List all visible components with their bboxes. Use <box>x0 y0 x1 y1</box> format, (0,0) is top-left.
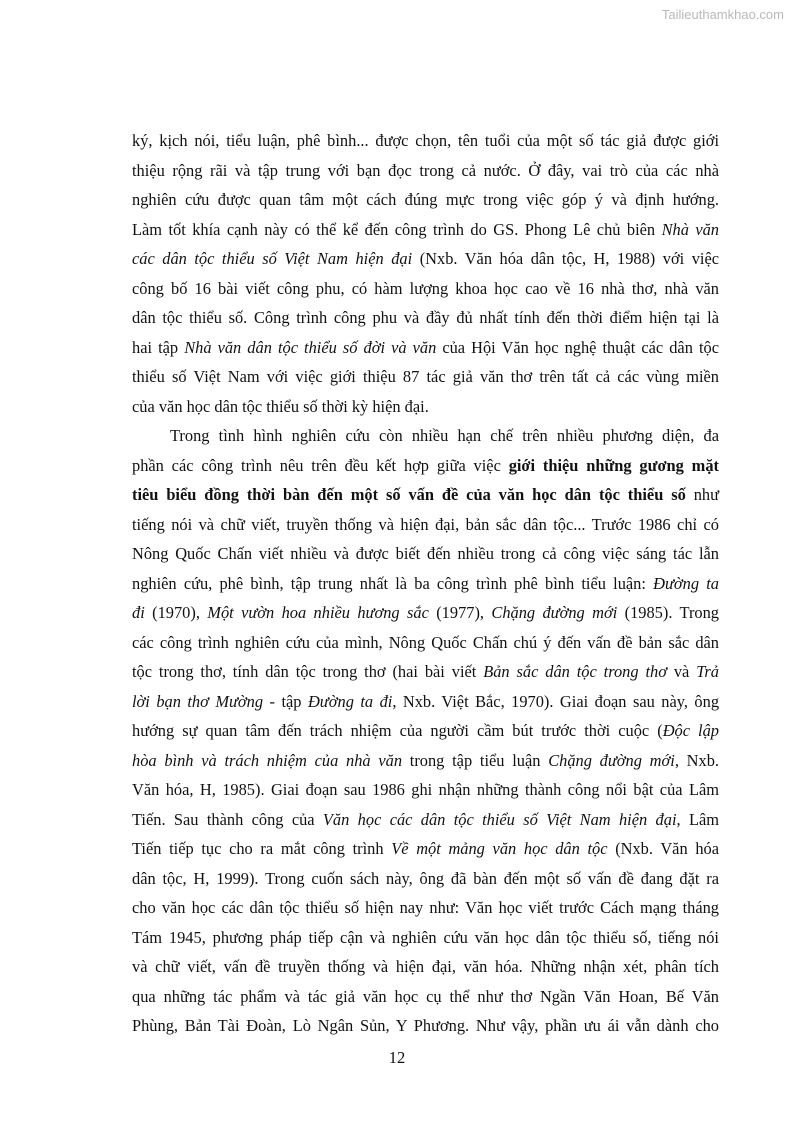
italic-title: đi <box>132 603 145 622</box>
text-line <box>132 392 719 422</box>
text-run: (1970), <box>144 603 208 622</box>
text-run: hai tập <box>132 337 185 357</box>
text-line <box>132 982 719 1012</box>
paragraph-2 <box>132 421 719 1041</box>
text-run: tiếng nói và chữ viết, truyền thống và hiện đại, bản sắc dân tộc... Trước 1986 chỉ có <box>132 514 719 534</box>
italic-title: Bản sắc dân tộc trong thơ <box>483 662 667 681</box>
text-line <box>132 1011 719 1041</box>
italic-title: Về một mảng văn học dân tộc <box>391 839 608 858</box>
text-line <box>132 539 719 569</box>
italic-title: các dân tộc thiểu số Việt Nam hiện đại <box>132 249 413 268</box>
text-run: tộc trong thơ, tính dân tộc trong thơ (hai bài viết <box>132 662 484 681</box>
italic-title: Văn học các dân tộc thiểu số Việt Nam hiện đại <box>322 809 677 829</box>
text-run: phần các công trình nêu trên đều kết hợp giữa việc <box>132 455 509 475</box>
text-line <box>132 923 719 953</box>
italic-title: hòa bình và trách nhiệm của nhà văn <box>132 750 403 770</box>
italic-title: Chặng đường mới <box>491 603 618 622</box>
text-line <box>132 421 719 451</box>
text-run: , Lâm <box>676 809 720 829</box>
body-text <box>132 126 719 1041</box>
text-run: (1985). Trong <box>617 603 719 622</box>
text-run: và <box>666 662 697 681</box>
text-line <box>132 716 719 746</box>
page-number: 12 <box>388 1048 406 1067</box>
text-run: của Hội Văn học nghệ thuật các dân tộc <box>436 337 719 357</box>
text-run: - tập <box>263 691 308 711</box>
text-line <box>132 628 719 658</box>
text-run: của văn học dân tộc thiểu số thời kỳ hiện đại. <box>132 396 429 416</box>
text-run: Phùng, Bản Tài Đoàn, Lò Ngân Sủn, Y Phương. Như vậy, phần ưu ái vẫn dành cho <box>132 1016 719 1035</box>
italic-title: Nhà văn dân tộc thiểu số đời và văn <box>184 337 437 357</box>
text-run: , Nxb. Việt Bắc, 1970). Giai đoạn sau này, ông <box>392 691 720 711</box>
text-line <box>132 362 719 392</box>
text-run: Tám 1945, phương pháp tiếp cận và nghiên cứu văn học dân tộc thiểu số, tiếng nói <box>132 927 719 947</box>
text-run: (Nxb. Văn hóa <box>607 839 719 858</box>
text-run: Tiến. Sau thành công của <box>132 809 323 829</box>
watermark: Tailieuthamkhao.com <box>661 7 784 22</box>
text-line <box>132 126 719 156</box>
text-line <box>132 687 719 717</box>
text-line <box>132 303 719 333</box>
text-line <box>132 834 719 864</box>
text-run: ký, kịch nói, tiểu luận, phê bình... được chọn, tên tuổi của một số tác giả được giới <box>132 131 719 150</box>
text-run: trong tập tiểu luận <box>402 750 549 770</box>
text-line <box>132 333 719 363</box>
text-line <box>132 480 719 510</box>
text-run: (1977), <box>428 603 492 622</box>
text-line <box>132 569 719 599</box>
text-run: Nông Quốc Chấn viết nhiều và được biết đến nhiều trong cả công việc sáng tác lẫn <box>132 544 719 563</box>
bold-emphasis: tiêu biểu đồng thời bàn đến một số vấn đề của văn học dân tộc thiểu số <box>132 485 686 504</box>
text-run: dân tộc thiểu số. Công trình công phu và đầy đủ nhất tính đến thời điểm hiện tại là <box>132 308 719 327</box>
text-run: cho văn học các dân tộc thiểu số hiện nay như: Văn học viết trước Cách mạng tháng <box>132 898 719 917</box>
text-line <box>132 598 719 628</box>
italic-title: Trả <box>696 662 720 681</box>
text-line <box>132 185 719 215</box>
italic-title: Độc lập <box>662 721 719 740</box>
italic-title: Nhà văn <box>661 219 719 239</box>
text-line <box>132 156 719 186</box>
text-run: Văn hóa, H, 1985). Giai đoạn sau 1986 ghi nhận những thành công nổi bật của Lâm <box>132 780 719 799</box>
text-run: , Nxb. <box>674 750 719 770</box>
text-run: nghiên cứu được quan tâm một cách đúng mực trong việc góp ý và định hướng. <box>132 190 719 209</box>
text-line <box>132 451 719 481</box>
italic-title: lời bạn thơ Mường <box>132 691 264 711</box>
text-run: dân tộc, H, 1999). Trong cuốn sách này, ông đã bàn đến một số vấn đề đang đặt ra <box>132 868 719 888</box>
italic-title: Một vườn hoa nhiều hương sắc <box>207 603 429 622</box>
text-line <box>132 215 719 245</box>
text-line <box>132 657 719 687</box>
text-run: nghiên cứu, phê bình, tập trung nhất là ba công trình phê bình tiểu luận: <box>132 573 654 593</box>
text-run: Tiến tiếp tục cho ra mắt công trình <box>132 839 392 858</box>
text-line <box>132 244 719 274</box>
text-line <box>132 775 719 805</box>
text-run: hướng sự quan tâm đến trách nhiệm của người cầm bút trước thời cuộc ( <box>132 721 663 740</box>
text-run: Trong tình hình nghiên cứu còn nhiều hạn chế trên nhiều phương diện, đa <box>170 426 719 445</box>
text-line <box>132 805 719 835</box>
italic-title: Đường ta đi <box>307 691 393 711</box>
text-run: các công trình nghiên cứu của mình, Nông Quốc Chấn chú ý đến vấn đề bản sắc dân <box>132 632 719 652</box>
text-run: qua những tác phẩm và tác giả văn học cụ thể như thơ Ngần Văn Hoan, Bế Văn <box>132 986 719 1006</box>
text-line <box>132 274 719 304</box>
italic-title: Đường ta <box>653 573 720 593</box>
bold-emphasis: giới thiệu những gương mặt <box>508 455 719 475</box>
text-run: thiệu rộng rãi và tập trung với bạn đọc trong cả nước. Ở đây, vai trò của các nhà <box>132 160 719 180</box>
text-run: và chữ viết, vấn đề truyền thống và hiện đại, văn hóa. Những nhận xét, phân tích <box>132 957 719 976</box>
italic-title: Chặng đường mới <box>548 750 675 770</box>
text-line <box>132 746 719 776</box>
text-run: Làm tốt khía cạnh này có thể kể đến công trình do GS. Phong Lê chủ biên <box>132 219 662 239</box>
text-run: thiểu số Việt Nam với việc giới thiệu 87 tác giả văn thơ trên tất cả các vùng miền <box>132 367 719 386</box>
text-run: như <box>685 485 720 504</box>
text-line <box>132 864 719 894</box>
paragraph-1 <box>132 126 719 421</box>
text-run: công bố 16 bài viết công phu, có hàm lượng khoa học cao về 16 nhà thơ, nhà văn <box>132 278 719 298</box>
text-line <box>132 510 719 540</box>
text-line <box>132 952 719 982</box>
text-run: (Nxb. Văn hóa dân tộc, H, 1988) với việc <box>412 249 720 268</box>
text-line <box>132 893 719 923</box>
